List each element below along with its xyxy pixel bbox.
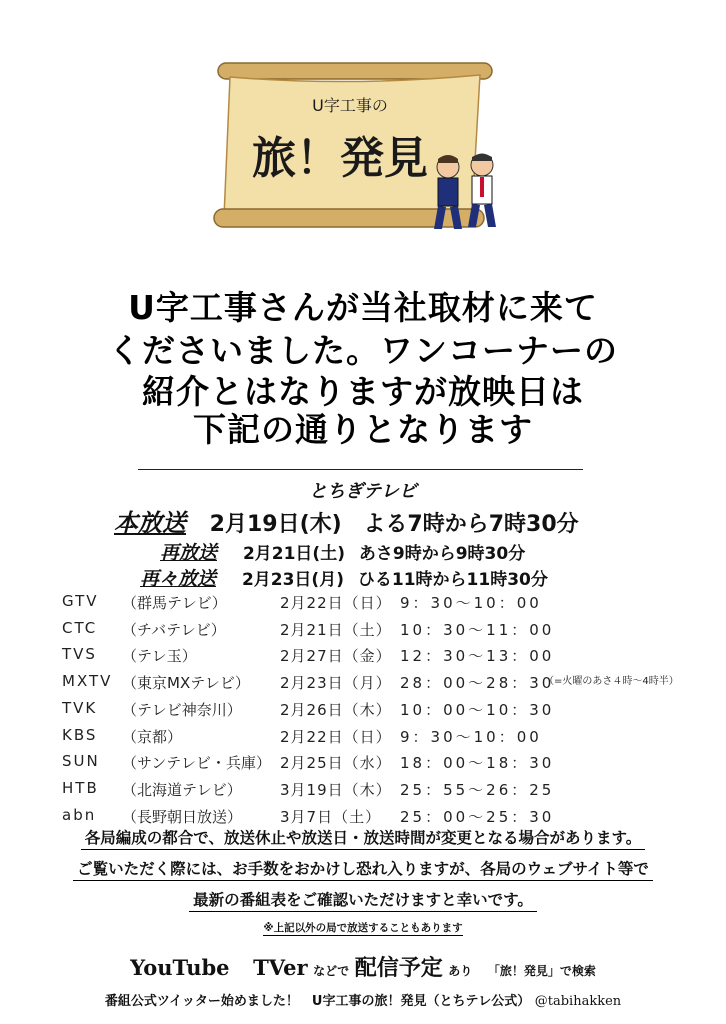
rebroadcast	[160, 538, 525, 565]
tver-label: TVer	[253, 955, 308, 980]
main-broadcast	[114, 503, 579, 538]
schedule-row	[62, 699, 702, 723]
logo-big-title: 旅！発見	[252, 133, 428, 184]
station-code: GTV	[62, 592, 99, 610]
scroll-top-roll	[218, 63, 492, 79]
streaming-ari: あり	[448, 964, 473, 978]
station-code: HTB	[62, 778, 99, 797]
schedule-row	[62, 645, 702, 669]
station-fullname: （サンテレビ・兵庫）	[122, 754, 271, 773]
main-broadcast-date: 2月19日(木)	[209, 512, 342, 537]
search-hint: 「旅！発見」で検索	[487, 964, 596, 978]
station-fullname: （長野朝日放送）	[122, 807, 243, 826]
second-rebroadcast	[140, 564, 548, 591]
station-code: MXTV	[62, 672, 113, 691]
rebroadcast-label: 再放送	[160, 542, 218, 564]
schedule-row	[62, 672, 702, 696]
headline-line-4: 下記の通りとなります	[193, 410, 533, 449]
youtube-label: YouTube	[130, 955, 230, 980]
broadcast-date: 3月19日（木）	[280, 780, 392, 799]
broadcast-date: 2月26日（木）	[280, 700, 392, 719]
schedule-row	[62, 726, 702, 750]
time-note: （=火曜のあさ４時〜4時半）	[544, 676, 679, 688]
streaming-planned: 配信予定	[354, 956, 443, 981]
broadcast-time: 25：00〜25：30	[400, 807, 555, 826]
schedule-row	[62, 779, 702, 803]
station-fullname: （チバテレビ）	[122, 620, 226, 639]
rebroadcast-date: 2月21日(土)	[242, 544, 345, 564]
twitter-handle: @tabihakken	[534, 994, 622, 1009]
notice-text-1: 各局編成の都合で、放送休止や放送日・放送時間が変更となる場合があります。	[81, 829, 645, 850]
program-logo	[210, 55, 500, 255]
broadcast-date: 3月7日（土）	[280, 807, 382, 826]
broadcast-date: 2月23日（月）	[280, 674, 392, 693]
second-rebroadcast-date: 2月23日(月)	[241, 570, 344, 590]
station-fullname: （北海道テレビ）	[122, 780, 242, 799]
other-stations-note	[0, 920, 726, 935]
broadcast-time: 25：55〜26：25	[400, 780, 555, 799]
broadcast-time: 9：30〜10：00	[400, 727, 542, 746]
station-fullname: （東京MXテレビ）	[122, 674, 250, 693]
station-code: abn	[62, 805, 97, 824]
notice-text-2: ご覧いただく際には、お手数をおかけし恐れ入りますが、各局のウェブサイト等で	[73, 860, 653, 881]
broadcast-time: 10：30〜11：00	[400, 620, 555, 639]
broadcast-date: 2月22日（日）	[280, 727, 392, 746]
main-broadcast-time: よる7時から7時30分	[363, 512, 579, 537]
station-fullname: （テレ玉）	[122, 647, 197, 666]
schedule-row	[62, 619, 702, 643]
station-fullname: （京都）	[122, 727, 183, 746]
notice-line-3	[0, 888, 726, 910]
station-name: とちぎテレビ	[309, 481, 417, 502]
notice-line-2	[0, 857, 726, 879]
broadcast-date: 2月21日（土）	[280, 620, 392, 639]
broadcast-time: 9：30〜10：00	[400, 594, 542, 612]
station-code: TVK	[62, 698, 98, 717]
schedule-row	[62, 752, 702, 776]
other-stations-note-text: ※上記以外の局で放送することもあります	[263, 922, 463, 934]
broadcast-date: 2月25日（水）	[280, 754, 392, 773]
headline-line-2: くださいました。ワンコーナーの	[108, 331, 618, 370]
notice-text-3: 最新の番組表をご確認いただけますと幸いです。	[189, 891, 537, 912]
broadcast-time: 12：30〜13：00	[400, 647, 555, 666]
broadcast-time: 28：00〜28：30	[400, 674, 555, 693]
broadcast-time: 18：00〜18：30	[400, 754, 555, 773]
streaming-nado: などで	[313, 964, 350, 978]
station-code: SUN	[62, 752, 100, 771]
schedule-row	[62, 592, 702, 616]
station-code: KBS	[62, 725, 98, 744]
second-rebroadcast-time: ひる11時から11時30分	[357, 570, 548, 590]
broadcast-time: 10：00〜10：30	[400, 700, 555, 719]
station-code: CTC	[62, 618, 98, 637]
station-fullname: （群馬テレビ）	[122, 594, 227, 612]
broadcast-date: 2月27日（金）	[280, 647, 392, 666]
logo-small-title: U字工事の	[312, 96, 388, 115]
divider	[138, 469, 583, 470]
streaming-info	[0, 951, 726, 982]
notice-line-1	[0, 826, 726, 848]
footer-twitter	[0, 990, 726, 1009]
headline-line-3: 紹介とはなりますが放映日は	[142, 372, 584, 411]
station-code: TVS	[62, 645, 97, 664]
rebroadcast-time: あさ9時から9時30分	[358, 544, 526, 564]
broadcast-date: 2月22日（日）	[280, 594, 392, 612]
second-rebroadcast-label: 再々放送	[140, 568, 217, 590]
station-fullname: （テレビ神奈川）	[122, 700, 242, 719]
headline-line-1: U字工事さんが当社取材に来て	[128, 288, 598, 327]
footer-text: 番組公式ツイッター始めました！ U字工事の旅！発見（とちテレ公式）	[104, 994, 531, 1009]
main-broadcast-label: 本放送	[114, 509, 186, 537]
